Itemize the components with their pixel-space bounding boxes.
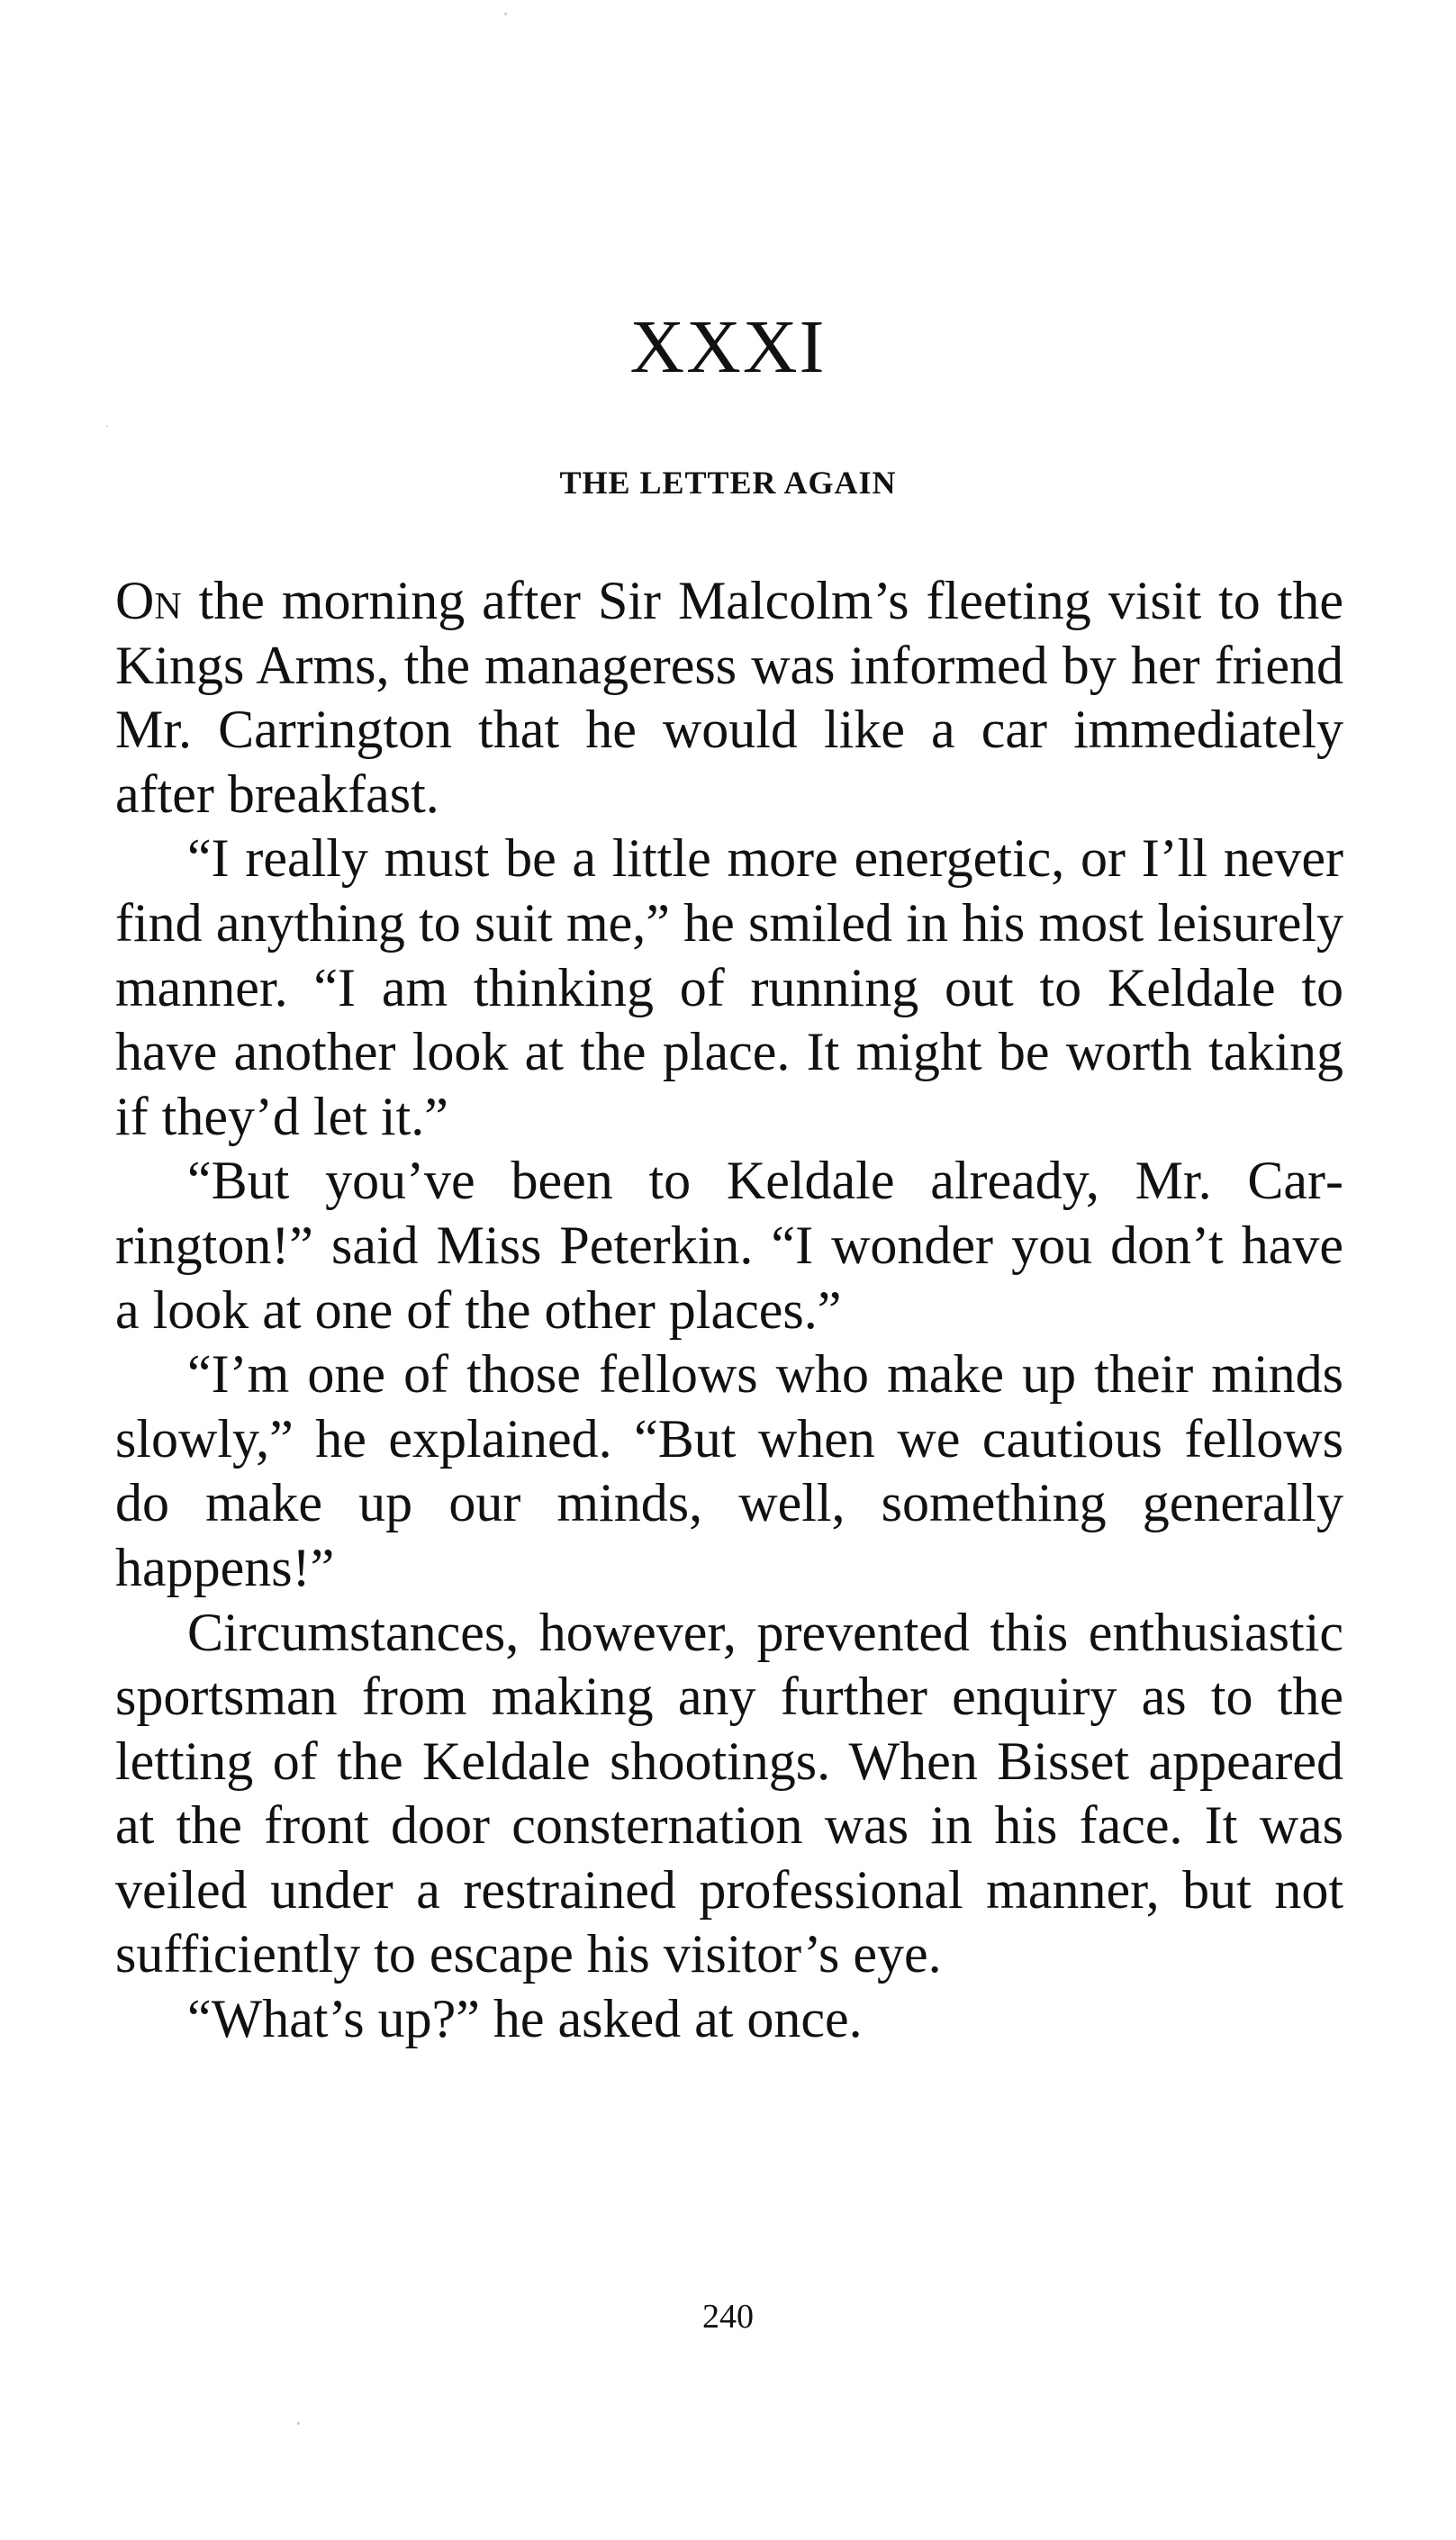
paragraph-5: Circumstances, however, prevented this enthusiastic sportsman from making any further enquiry as to the letting of the Keldale shootings. When Bisset appeared at the front door consternation was in his face. It was veiled under a restrained professional manner, but not sufficiently to escape his visitor’s eye. [115, 1602, 1343, 1984]
paragraph-3: “But you’ve been to Keldale already, Mr. Carrington!” said Miss Peterkin. “I wonder you don’t have a look at one of the other places.” [115, 1151, 1343, 1340]
paper-speck [504, 13, 507, 15]
paragraph-2: “I really must be a little more energetic, or I’ll never find anything to suit me,” he smiled in his most leisurely manner. “I am thinking of running out to Keldale to have another look at the place. It might be worth taking if they’d let it.” [115, 828, 1343, 1146]
paper-speck [297, 2422, 300, 2425]
lead-word: On [115, 571, 182, 630]
paragraph-4: “I’m one of those fellows who make up their minds slowly,” he explained. “But when we cautious fellows do make up our minds, well, something generally happens!” [115, 1344, 1343, 1597]
chapter-title: THE LETTER AGAIN [559, 465, 897, 501]
chapter-body [115, 569, 1343, 2052]
chapter-number: XXXI [629, 305, 827, 389]
paper-speck [106, 425, 108, 427]
page-number: 240 [702, 2298, 754, 2336]
paragraph-text: the morning after Sir Malcolm’s fleeting visit to the Kings Arms, the manageress was informed by her friend Mr. Carrington that he would like a car immediately after breakfast. [115, 571, 1343, 824]
paragraph-6: “What’s up?” he asked at once. [187, 1989, 863, 2049]
paragraph-1 [115, 569, 1343, 827]
